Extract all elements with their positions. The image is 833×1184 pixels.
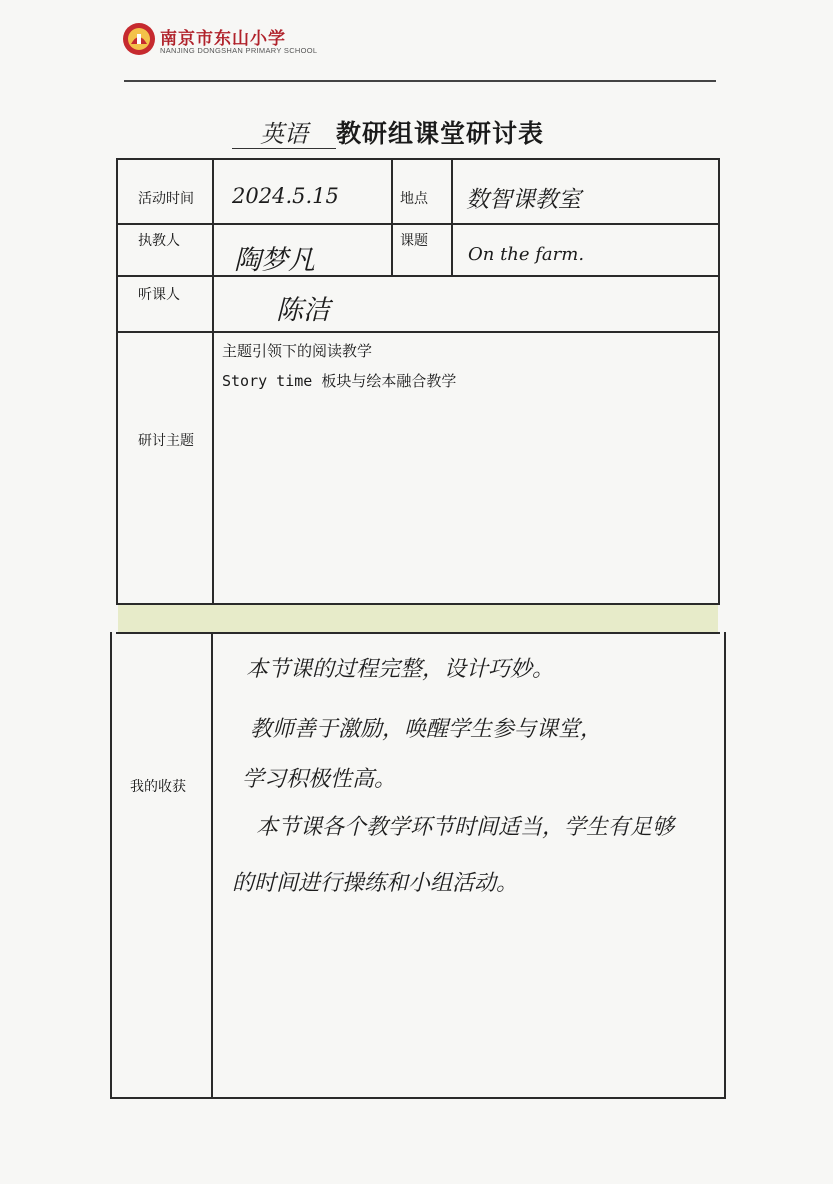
gains-line: 本节课各个教学环节时间适当，学生有足够 xyxy=(256,815,675,840)
listener-label: 听课人 xyxy=(138,287,180,303)
section-divider-band xyxy=(118,604,718,632)
theme-label: 研讨主题 xyxy=(138,433,194,449)
activity-time-label: 活动时间 xyxy=(138,191,194,207)
gains-label: 我的收获 xyxy=(130,779,186,795)
topic-label: 课题 xyxy=(400,233,428,249)
school-logo xyxy=(122,22,156,56)
gains-line: 的时间进行操练和小组活动。 xyxy=(232,871,519,896)
title-subject: 英语 xyxy=(260,120,308,148)
gains-line: 教师善于激励，唤醒学生参与课堂， xyxy=(250,717,603,742)
theme-line: 主题引领下的阅读教学 xyxy=(222,342,373,360)
topic-value: On the farm. xyxy=(468,244,585,265)
gains-line: 本节课的过程完整，设计巧妙。 xyxy=(246,657,555,682)
school-name-english: NANJING DONGSHAN PRIMARY SCHOOL xyxy=(160,46,318,55)
listener-value: 陈洁 xyxy=(276,295,330,326)
location-value: 数智课教室 xyxy=(466,187,581,213)
theme-line: Story time 板块与绘本融合教学 xyxy=(222,372,457,390)
activity-time-value: 2024.5.15 xyxy=(232,184,339,208)
title-subject-underline xyxy=(232,148,336,149)
gains-line: 学习积极性高。 xyxy=(242,767,397,792)
page-title: 教研组课堂研讨表 xyxy=(336,119,545,148)
teacher-value: 陶梦凡 xyxy=(234,245,315,276)
header-divider xyxy=(124,80,716,82)
teacher-label: 执教人 xyxy=(138,233,180,249)
school-name: 南京市东山小学 xyxy=(160,29,286,49)
location-label: 地点 xyxy=(400,191,428,207)
